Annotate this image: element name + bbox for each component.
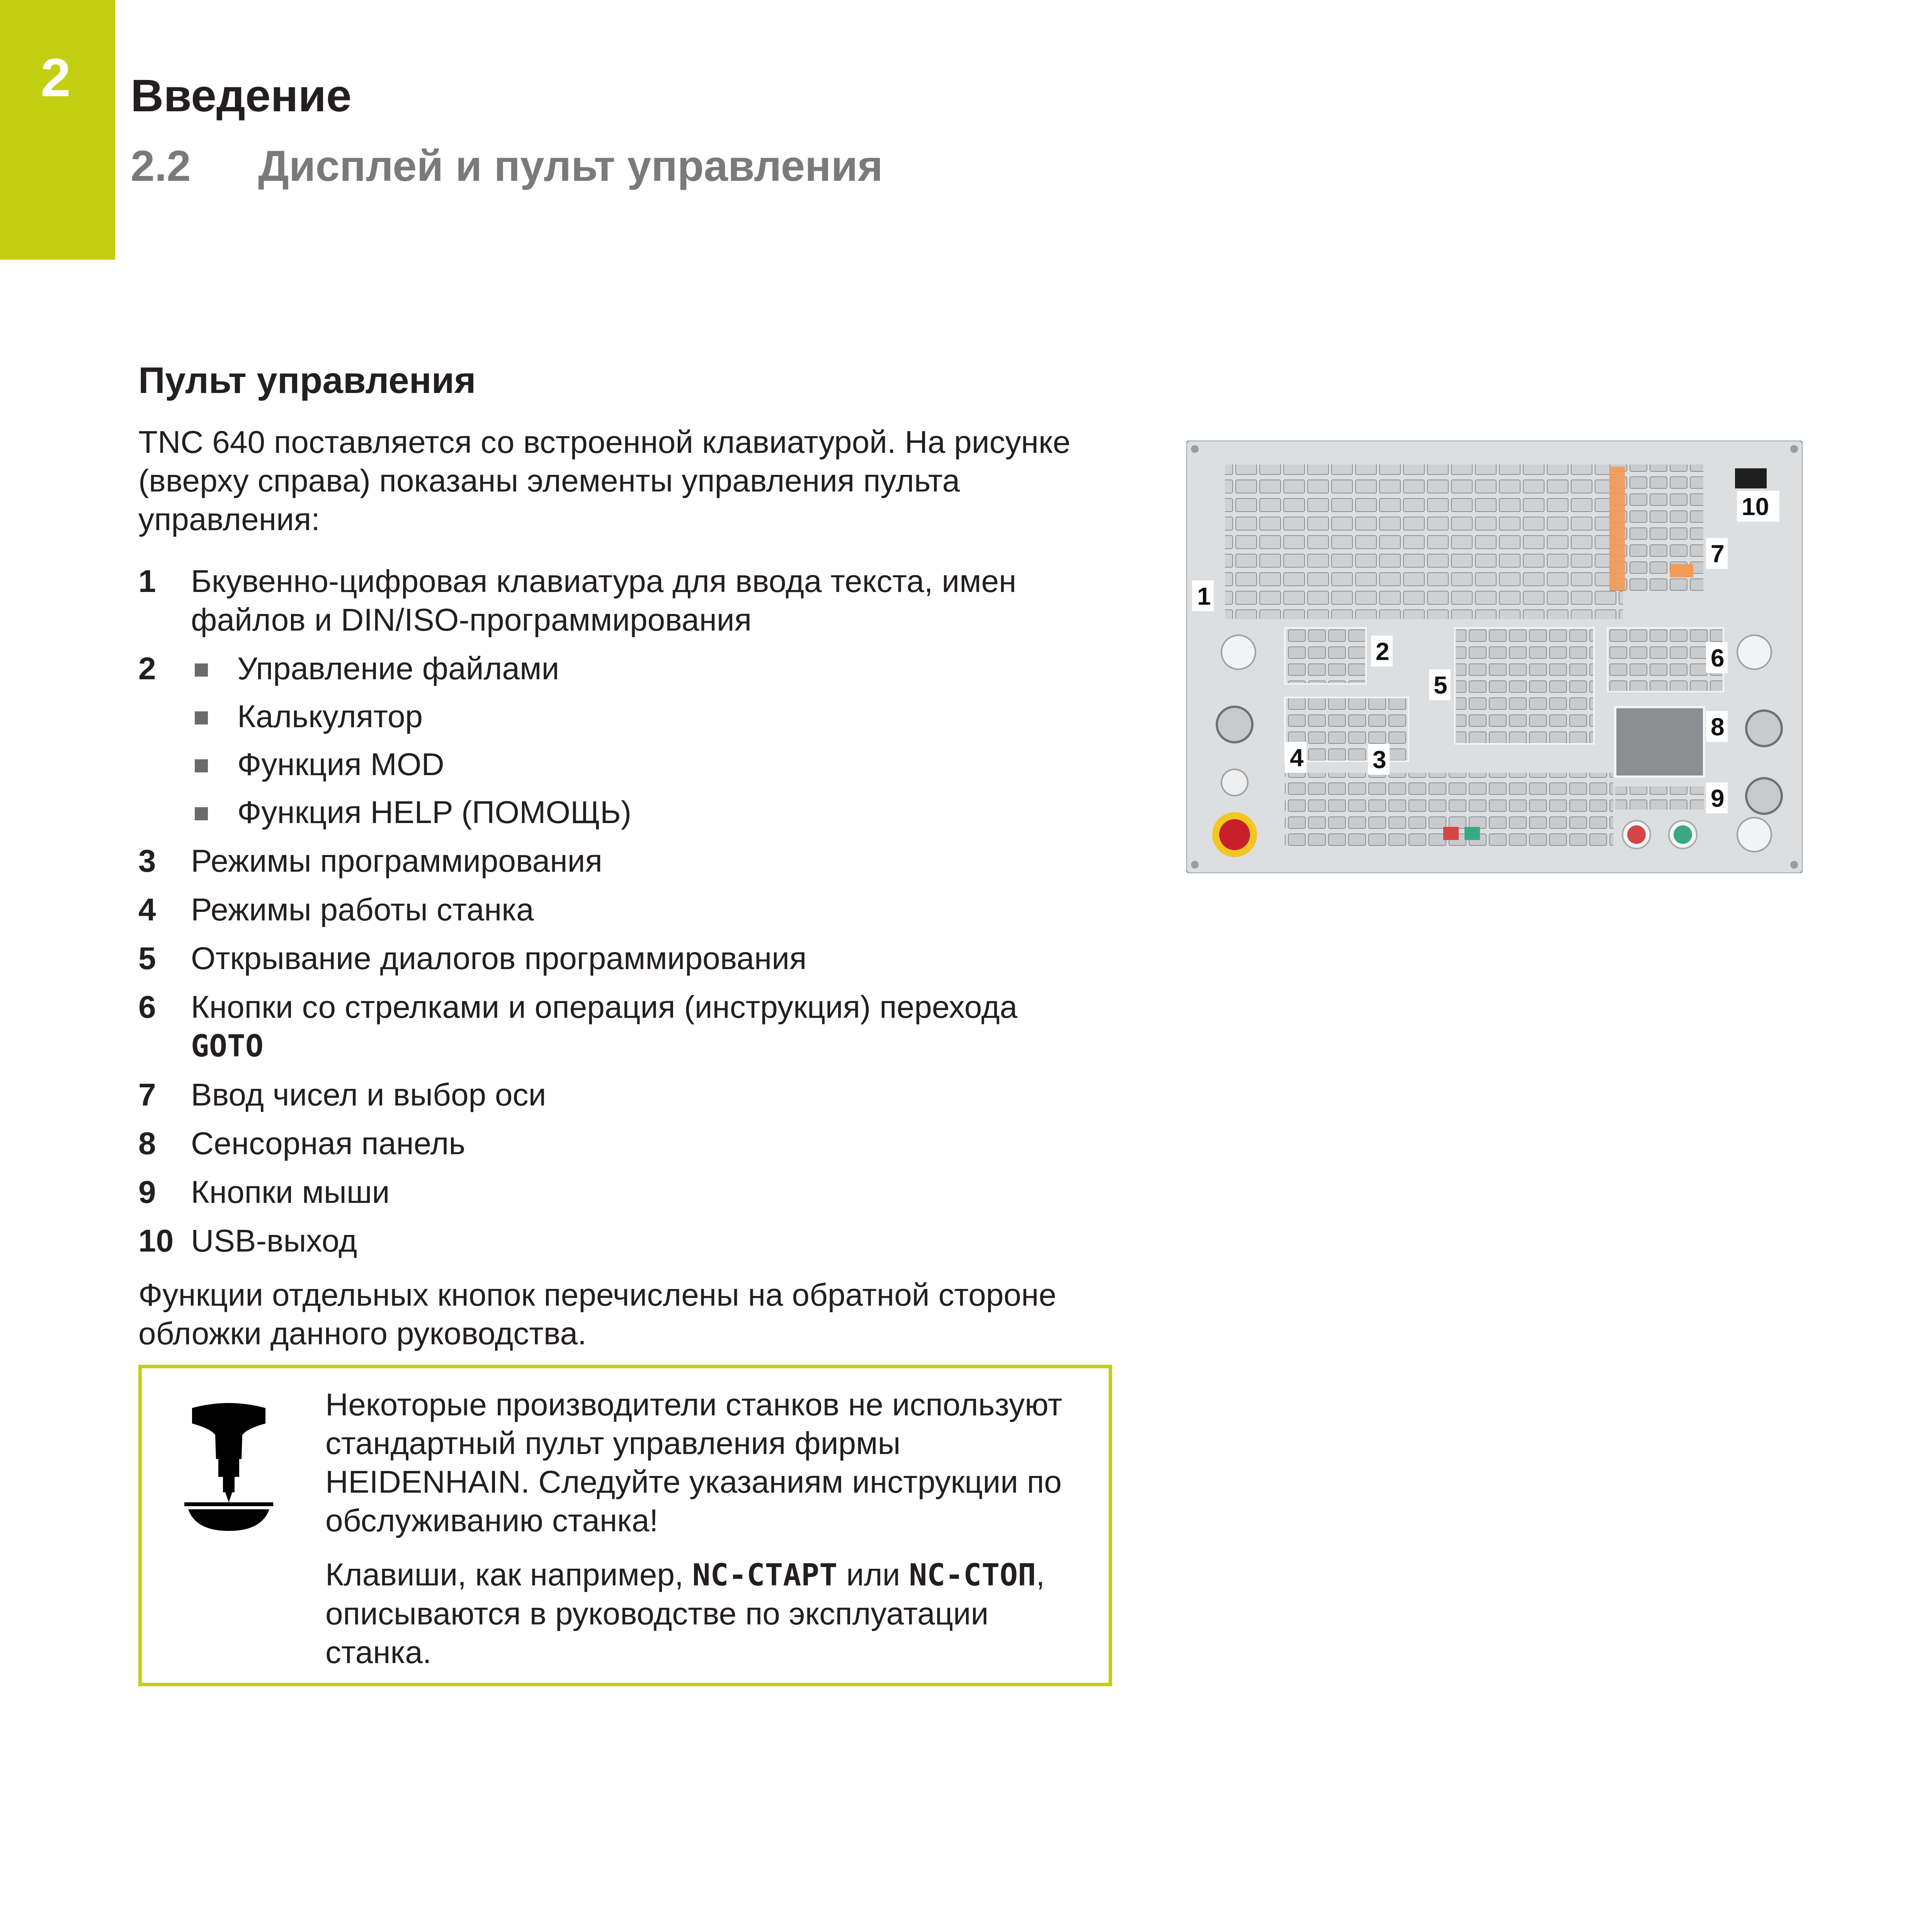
callout-8: 8 [1711, 713, 1725, 741]
callout-1: 1 [1197, 582, 1211, 610]
callout-10: 10 [1742, 493, 1769, 520]
item-text: Кнопки со стрелками и операция (инструкция) перехода [191, 990, 1017, 1025]
item-number: 6 [138, 990, 156, 1025]
list-item [138, 1124, 1120, 1163]
list-item [138, 562, 1120, 639]
square-bullet-icon [195, 711, 208, 724]
callout-9: 9 [1711, 784, 1725, 812]
item-text: Ввод чисел и выбор оси [191, 1077, 546, 1112]
sub-item-text: Функция HELP (ПОМОЩЬ) [237, 795, 632, 830]
list-item [138, 891, 1120, 929]
item-text: Кнопки мыши [191, 1175, 390, 1210]
item-text: Бкувенно-цифровая клавиатура для ввода текста, имен файлов и DIN/ISO-программирования [191, 564, 1017, 638]
notice-text-part: Клавиши, как например, [325, 1557, 692, 1592]
sub-list-item [191, 793, 1120, 832]
callout-5: 5 [1434, 671, 1448, 699]
item-text: USB-выход [191, 1223, 357, 1259]
notice-text-part: или [837, 1557, 909, 1592]
nc-stop-key-label: NC-СТОП [909, 1558, 1036, 1593]
item-number: 10 [138, 1223, 174, 1259]
intro-paragraph: TNC 640 поставляется со встроенной клавиатурой. На рисунке (вверху справа) показаны элементы управления пульта управления: [138, 425, 1071, 537]
section-number: 2.2 [131, 142, 191, 190]
nc-start-key-label: NC-СТАРТ [692, 1558, 838, 1593]
notice-text [325, 1386, 1090, 1687]
sub-list-item [191, 745, 1120, 784]
list-item [138, 1076, 1120, 1114]
machine-tool-icon [184, 1401, 273, 1534]
callout-3: 3 [1373, 746, 1386, 774]
item-number: 1 [138, 564, 156, 599]
callout-6: 6 [1711, 644, 1725, 672]
item-number: 5 [138, 941, 156, 976]
item-number: 4 [138, 892, 156, 927]
chapter-number: 2 [41, 47, 71, 108]
sub-item-text: Функция MOD [237, 747, 444, 782]
callout-2: 2 [1376, 638, 1390, 665]
callout-4: 4 [1290, 744, 1304, 772]
sub-list [191, 650, 1120, 832]
panel-elements-list [138, 562, 1120, 1260]
item-text: Режимы работы станка [191, 892, 534, 927]
square-bullet-icon [195, 663, 208, 677]
item-text: Режимы программирования [191, 844, 602, 879]
list-item [138, 650, 1120, 832]
notice-paragraph-1: Некоторые производители станков не используют стандартный пульт управления фирмы HEIDENHAIN. Следуйте указаниям инструкции по обслуживанию станка! [325, 1387, 1063, 1538]
list-item [138, 939, 1120, 978]
item-number: 3 [138, 844, 156, 879]
section-heading [131, 141, 883, 191]
list-item [138, 1173, 1120, 1212]
notice-text-part: , описываются в руководстве по эксплуатации станка. [325, 1557, 1045, 1670]
square-bullet-icon [195, 807, 208, 820]
sub-list-item [191, 697, 1120, 736]
main-content [138, 359, 1120, 1376]
item-text: Открывание диалогов программирования [191, 941, 807, 976]
sub-item-text: Калькулятор [237, 699, 423, 734]
sub-item-text: Управление файлами [237, 651, 560, 686]
chapter-title: Введение [131, 70, 352, 121]
item-number: 2 [138, 651, 156, 686]
outro-paragraph: Функции отдельных кнопок перечислены на обратной стороне обложки данного руководства. [138, 1277, 1056, 1351]
subsection-heading: Пульт управления [138, 360, 476, 401]
notice-paragraph-2 [325, 1556, 1090, 1672]
section-title: Дисплей и пульт управления [258, 142, 883, 190]
list-item [138, 1222, 1120, 1260]
item-text: Сенсорная панель [191, 1126, 466, 1161]
item-number: 7 [138, 1077, 156, 1112]
sub-list-item [191, 650, 1120, 688]
item-number: 9 [138, 1175, 156, 1210]
square-bullet-icon [195, 759, 208, 772]
manufacturer-notice-box [138, 1365, 1112, 1686]
list-item [138, 842, 1120, 881]
chapter-tab [0, 0, 115, 260]
list-item [138, 988, 1120, 1066]
item-number: 8 [138, 1126, 156, 1161]
goto-code: GOTO [191, 1029, 264, 1064]
callout-7: 7 [1711, 540, 1725, 568]
control-panel-figure [1186, 440, 1803, 873]
